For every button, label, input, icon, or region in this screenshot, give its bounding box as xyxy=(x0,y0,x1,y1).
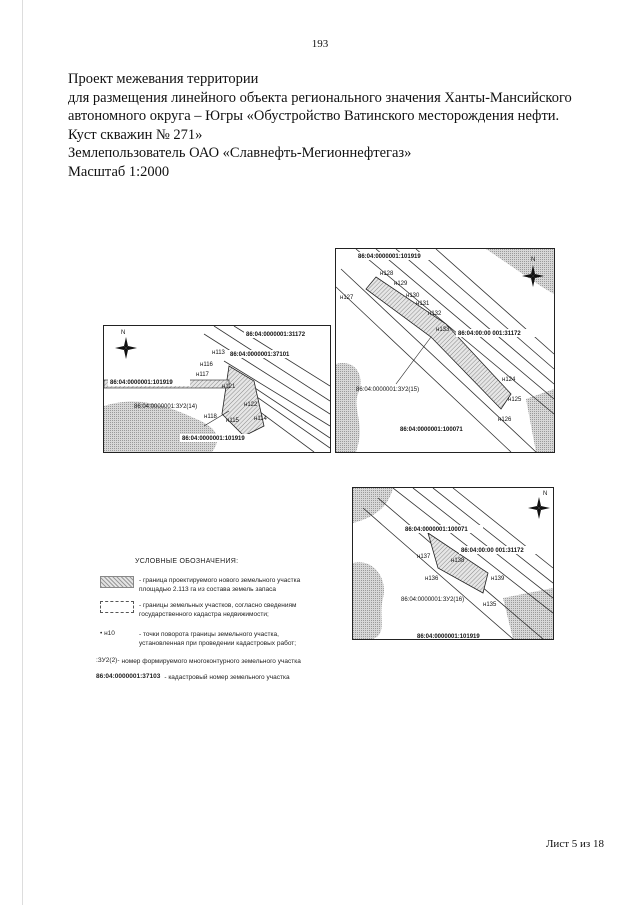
point-label: н137 xyxy=(417,554,431,560)
legend-text: площадью 2.113 га из состава земель запаса xyxy=(139,586,276,593)
cad-number: 86:04:0000001:37101 xyxy=(230,352,290,358)
point-label: н135 xyxy=(483,602,497,608)
point-label: н122 xyxy=(244,402,258,408)
legend-item-existing-parcels xyxy=(100,601,297,619)
legend-text: - границы земельных участков, согласно сведениям xyxy=(139,602,297,609)
legend-text: - кадастровый номер земельного участка xyxy=(164,674,290,681)
water-area xyxy=(486,249,554,294)
north-label: N xyxy=(531,257,536,263)
point-label: н127 xyxy=(340,295,354,301)
legend-text: - граница проектируемого нового земельного участка xyxy=(139,577,301,584)
legend-text: - точки поворота границы земельного участка, xyxy=(139,631,279,638)
point-label: н116 xyxy=(200,362,213,368)
scan-margin-line xyxy=(22,0,23,905)
header-line-3: автономного округа – Югры «Обустройство Ватинского месторождения нефти. xyxy=(68,108,560,124)
header-line-2: для размещения линейного объекта регионального значения Ханты-Мансийского xyxy=(68,89,572,106)
point-label: н115 xyxy=(226,418,239,424)
parcel-zu2-14 xyxy=(222,366,264,436)
north-label: N xyxy=(543,491,548,497)
cad-number: 86:04:00:00 001:31172 xyxy=(458,331,521,337)
legend-text: номер формируемого многоконтурного земельного участка xyxy=(121,658,301,665)
north-arrow-icon xyxy=(115,337,137,359)
point-label: н128 xyxy=(380,271,394,277)
cad-number: 86:04:0000001:31172 xyxy=(246,332,306,338)
parcel-label: 86:04:0000001:ЗУ2(14) xyxy=(134,404,198,410)
legend-item-new-parcel xyxy=(100,576,300,594)
legend-item-zu-number xyxy=(96,657,301,666)
cad-number: 86:04:0000001:100071 xyxy=(405,527,468,533)
water-area xyxy=(353,562,384,639)
sheet-number: Лист 5 из 18 xyxy=(545,838,604,850)
point-label: н139 xyxy=(491,576,505,582)
cad-number: 86:04:0000001:101919 xyxy=(358,254,421,260)
point-label: н124 xyxy=(502,377,516,383)
legend-text: государственного кадастра недвижимости; xyxy=(139,611,269,618)
parcel-label: 86:04:0000001:ЗУ2(15) xyxy=(356,387,420,393)
water-area xyxy=(336,363,361,452)
map-fragment-left xyxy=(103,325,331,453)
cad-number: 86:04:0000001:101919 xyxy=(110,380,173,386)
zu-symbol: :ЗУ2(2)- xyxy=(96,657,120,664)
header-line-1: Проект межевания территории xyxy=(68,71,259,87)
map-fragment-bottom xyxy=(352,487,554,640)
point-label: н117 xyxy=(196,372,209,378)
cad-number: 86:04:0000001:101919 xyxy=(417,634,480,639)
point-label: н130 xyxy=(406,293,420,299)
legend-text: установленная при проведении кадастровых работ; xyxy=(139,640,297,647)
dashed-swatch-icon xyxy=(100,601,134,613)
north-arrow-icon xyxy=(528,497,550,519)
page-number: 193 xyxy=(311,38,329,50)
point-symbol: • н10 xyxy=(100,630,115,637)
cad-number: 86:04:00:00 001:31172 xyxy=(461,548,524,554)
point-label: н138 xyxy=(451,558,465,564)
point-label: н126 xyxy=(498,417,512,423)
legend-item-cad-number xyxy=(96,673,290,682)
cad-number: 86:04:0000001:101919 xyxy=(182,436,245,442)
point-label: н114 xyxy=(254,416,267,422)
header-line-6: Масштаб 1:2000 xyxy=(68,163,170,180)
map-fragment-right xyxy=(335,248,555,453)
north-label: N xyxy=(121,330,126,336)
hatch-swatch-icon xyxy=(100,576,134,588)
header-line-5: Землепользователь ОАО «Славнефть-Мегионнефтегаз» xyxy=(68,145,412,161)
parcel-label: 86:04:0000001:ЗУ2(16) xyxy=(401,597,465,603)
point-label: н131 xyxy=(416,301,430,307)
cad-number: 86:04:0000001:100071 xyxy=(400,427,463,433)
point-label: н113 xyxy=(212,350,225,356)
cad-symbol: 86:04:0000001:37103 xyxy=(96,673,161,680)
point-label: н125 xyxy=(508,397,522,403)
point-label: н136 xyxy=(425,576,439,582)
point-label: н121 xyxy=(222,384,236,390)
legend-item-turn-points xyxy=(100,630,296,648)
point-label: н118 xyxy=(204,414,217,420)
legend-title: УСЛОВНЫЕ ОБОЗНАЧЕНИЯ: xyxy=(135,558,239,565)
point-label: н129 xyxy=(394,281,408,287)
header-line-4: Куст скважин № 271» xyxy=(68,126,203,143)
point-label: н133 xyxy=(436,327,450,333)
point-label: н132 xyxy=(428,311,442,317)
document-header xyxy=(68,70,608,181)
